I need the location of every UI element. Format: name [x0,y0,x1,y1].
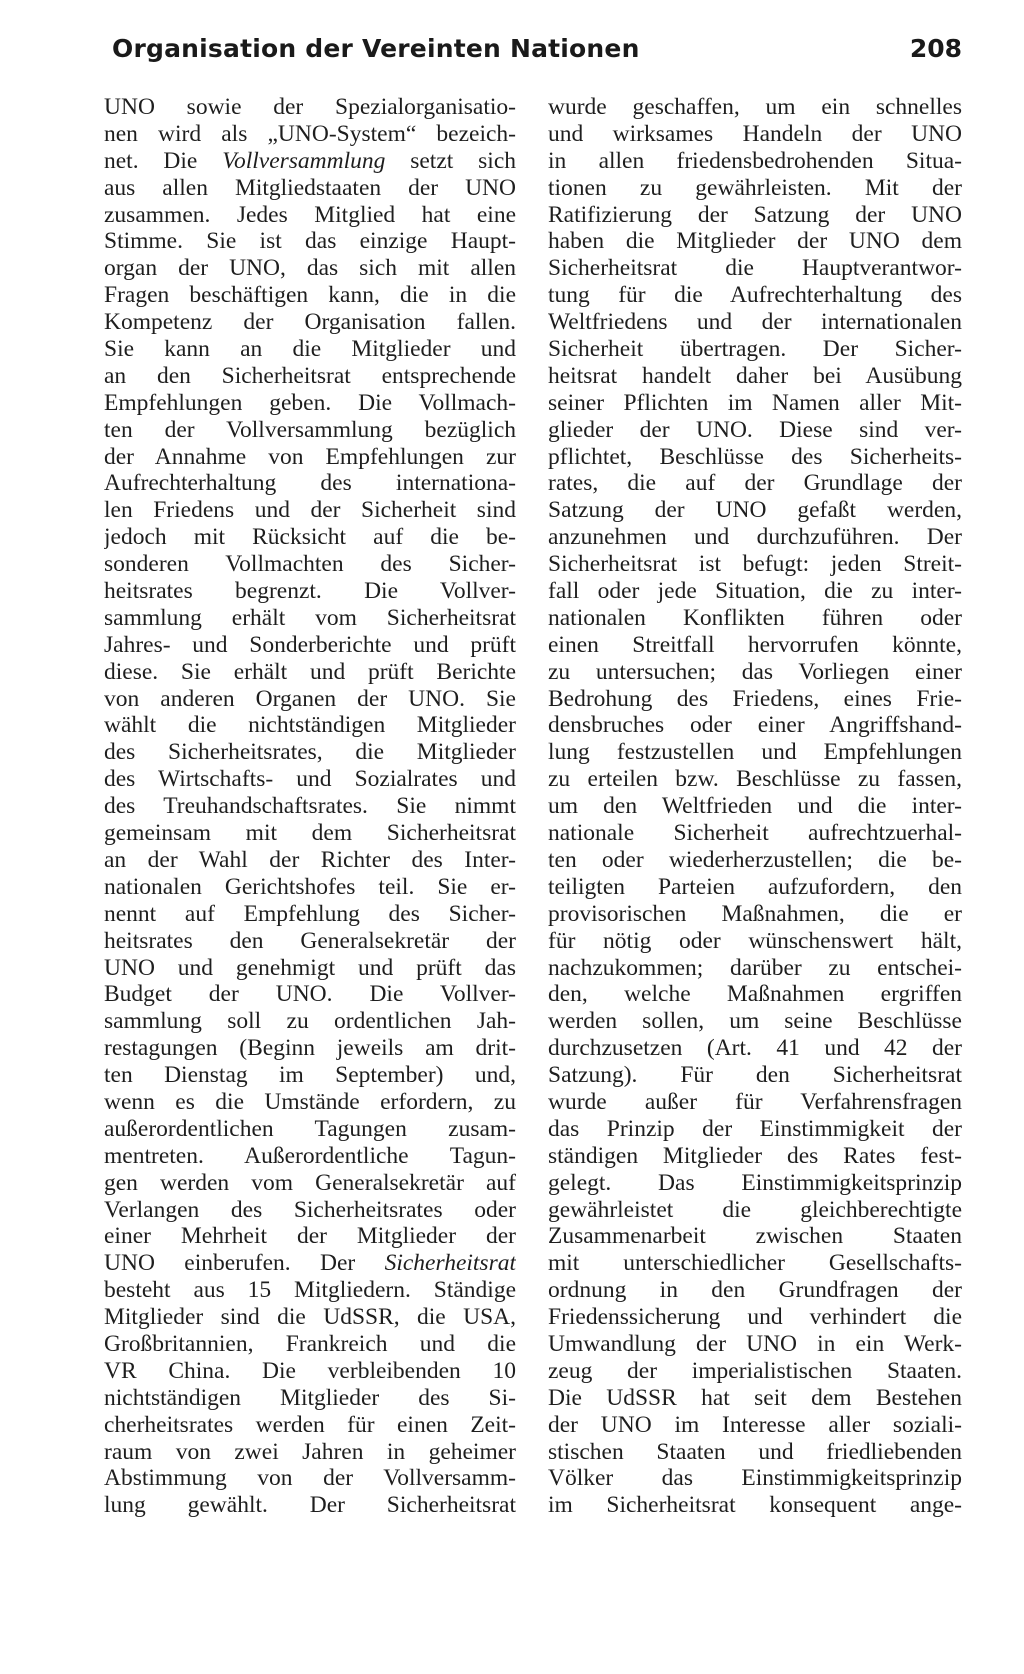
text-line: ordnung in den Grundfragen der [548,1277,962,1304]
text-line: der Annahme von Empfehlungen zur [104,443,516,470]
text-run: setzt sich [385,147,516,174]
text-line: Aufrechterhaltung des internationa- [104,470,516,497]
text-line: Satzung der UNO gefaßt werden, [548,497,962,524]
text-line: seiner Pflichten im Namen aller Mit- [548,389,962,416]
emphasized-term: Vollversammlung [222,147,386,174]
left-text-column [104,94,516,1519]
page-header [112,34,962,74]
right-text-column [548,94,962,1519]
text-line: um den Weltfrieden und die inter- [548,793,962,820]
text-line: nationale Sicherheit aufrechtzuerhal- [548,820,962,847]
text-line: im Sicherheitsrat konsequent ange- [548,1492,962,1519]
text-line: diese. Sie erhält und prüft Berichte [104,658,516,685]
text-line: provisorischen Maßnahmen, die er [548,900,962,927]
text-line: lung gewählt. Der Sicherheitsrat [104,1492,516,1519]
text-line: wenn es die Umstände erfordern, zu [104,1088,516,1115]
text-line: Mitglieder sind die UdSSR, die USA, [104,1304,516,1331]
text-line: Friedenssicherung und verhindert die [548,1304,962,1331]
text-line [104,148,516,175]
text-line: nichtständigen Mitglieder des Si- [104,1384,516,1411]
text-line: des Wirtschafts- und Sozialrates und [104,766,516,793]
text-line: fall oder jede Situation, die zu inter- [548,578,962,605]
text-line: nachzukommen; darüber zu entschei- [548,954,962,981]
text-line: Stimme. Sie ist das einzige Haupt- [104,228,516,255]
text-line: teiligten Parteien aufzufordern, den [548,873,962,900]
text-line: zeug der imperialistischen Staaten. [548,1357,962,1384]
text-line: cherheitsrates werden für einen Zeit- [104,1411,516,1438]
text-line: Weltfriedens und der internationalen [548,309,962,336]
text-run: UNO einberufen. Der [104,1250,385,1277]
text-line: wurde geschaffen, um ein schnelles [548,94,962,120]
text-line: ten der Vollversammlung bezüglich [104,416,516,443]
text-line: außerordentlichen Tagungen zusam- [104,1115,516,1142]
text-line: und wirksames Handeln der UNO [548,120,962,147]
text-line: Ratifizierung der Satzung der UNO [548,201,962,228]
text-line: heitsrat handelt daher bei Ausübung [548,362,962,389]
text-line: Abstimmung von der Vollversamm- [104,1465,516,1492]
text-line: Kompetenz der Organisation fallen. [104,309,516,336]
text-line: werden sollen, um seine Beschlüsse [548,1008,962,1035]
text-line: heitsrates den Generalsekretär der [104,927,516,954]
text-line: tung für die Aufrechterhaltung des [548,282,962,309]
text-line: das Prinzip der Einstimmigkeit der [548,1115,962,1142]
text-line: VR China. Die verbleibenden 10 [104,1357,516,1384]
text-line: sammlung erhält vom Sicherheitsrat [104,604,516,631]
text-line: zusammen. Jedes Mitglied hat eine [104,201,516,228]
text-line: stischen Staaten und friedliebenden [548,1438,962,1465]
text-line: UNO sowie der Spezialorganisatio- [104,94,516,120]
text-line: heitsrates begrenzt. Die Vollver- [104,578,516,605]
text-line: gelegt. Das Einstimmigkeitsprinzip [548,1169,962,1196]
text-line: Die UdSSR hat seit dem Bestehen [548,1384,962,1411]
text-line: des Sicherheitsrates, die Mitglieder [104,739,516,766]
text-line: den, welche Maßnahmen ergriffen [548,981,962,1008]
text-line: Satzung). Für den Sicherheitsrat [548,1062,962,1089]
text-line: Völker das Einstimmigkeitsprinzip [548,1465,962,1492]
text-line: Fragen beschäftigen kann, die in die [104,282,516,309]
text-line: wurde außer für Verfahrensfragen [548,1088,962,1115]
text-line: des Treuhandschaftsrates. Sie nimmt [104,793,516,820]
text-run: net. Die [104,147,223,174]
text-line: glieder der UNO. Diese sind ver- [548,416,962,443]
text-line: gen werden vom Generalsekretär auf [104,1169,516,1196]
text-line: raum von zwei Jahren in geheimer [104,1438,516,1465]
text-line: ten Dienstag im September) und, [104,1062,516,1089]
text-line: mit unterschiedlicher Gesellschafts- [548,1250,962,1277]
text-line: Bedrohung des Friedens, eines Frie- [548,685,962,712]
text-line: lung festzustellen und Empfehlungen [548,739,962,766]
text-line: einen Streitfall hervorrufen könnte, [548,631,962,658]
text-line: zu erteilen bzw. Beschlüsse zu fassen, [548,766,962,793]
text-line: nationalen Konflikten führen oder [548,604,962,631]
text-line: organ der UNO, das sich mit allen [104,255,516,282]
text-line: Verlangen des Sicherheitsrates oder [104,1196,516,1223]
text-line: Empfehlungen geben. Die Vollmach- [104,389,516,416]
text-line: von anderen Organen der UNO. Sie [104,685,516,712]
emphasized-term: Sicherheitsrat [384,1250,516,1277]
text-line: densbruches oder einer Angriffshand- [548,712,962,739]
text-line: Budget der UNO. Die Vollver- [104,981,516,1008]
text-line: ten oder wiederherzustellen; die be- [548,846,962,873]
text-line: Sicherheitsrat die Hauptverantwor- [548,255,962,282]
text-line: mentreten. Außerordentliche Tagun- [104,1142,516,1169]
text-line: restagungen (Beginn jeweils am drit- [104,1035,516,1062]
text-line: sonderen Vollmachten des Sicher- [104,551,516,578]
text-line: Jahres- und Sonderberichte und prüft [104,631,516,658]
text-line: rates, die auf der Grundlage der [548,470,962,497]
text-line: sammlung soll zu ordentlichen Jah- [104,1008,516,1035]
text-line: len Friedens und der Sicherheit sind [104,497,516,524]
text-line: Sicherheit übertragen. Der Sicher- [548,336,962,363]
text-line: Zusammenarbeit zwischen Staaten [548,1223,962,1250]
text-line: tionen zu gewährleisten. Mit der [548,174,962,201]
text-line: in allen friedensbedrohenden Situa- [548,147,962,174]
text-line: durchzusetzen (Art. 41 und 42 der [548,1035,962,1062]
text-line: einer Mehrheit der Mitglieder der [104,1223,516,1250]
text-line: anzunehmen und durchzuführen. Der [548,524,962,551]
text-line: nennt auf Empfehlung des Sicher- [104,900,516,927]
text-line: zu untersuchen; das Vorliegen einer [548,658,962,685]
text-line: an den Sicherheitsrat entsprechende [104,362,516,389]
text-line: gewährleistet die gleichberechtigte [548,1196,962,1223]
text-line: gemeinsam mit dem Sicherheitsrat [104,820,516,847]
text-line: aus allen Mitgliedstaaten der UNO [104,174,516,201]
text-line: nen wird als „UNO-System“ bezeich- [104,120,516,147]
text-line: der UNO im Interesse aller soziali- [548,1411,962,1438]
text-line: Sie kann an die Mitglieder und [104,336,516,363]
text-line: nationalen Gerichtshofes teil. Sie er- [104,873,516,900]
text-line: besteht aus 15 Mitgliedern. Ständige [104,1277,516,1304]
text-line: jedoch mit Rücksicht auf die be- [104,524,516,551]
text-line: pflichtet, Beschlüsse des Sicherheits- [548,443,962,470]
text-line: UNO und genehmigt und prüft das [104,954,516,981]
text-line: für nötig oder wünschenswert hält, [548,927,962,954]
text-line: ständigen Mitglieder des Rates fest- [548,1142,962,1169]
text-line: Umwandlung der UNO in ein Werk- [548,1330,962,1357]
text-line: an der Wahl der Richter des Inter- [104,846,516,873]
text-line: Sicherheitsrat ist befugt: jeden Streit- [548,551,962,578]
text-line: Großbritannien, Frankreich und die [104,1330,516,1357]
page-number: 208 [909,34,962,63]
running-title: Organisation der Vereinten Nationen [112,34,640,63]
text-line [104,1250,516,1277]
text-line: wählt die nichtständigen Mitglieder [104,712,516,739]
text-line: haben die Mitglieder der UNO dem [548,228,962,255]
